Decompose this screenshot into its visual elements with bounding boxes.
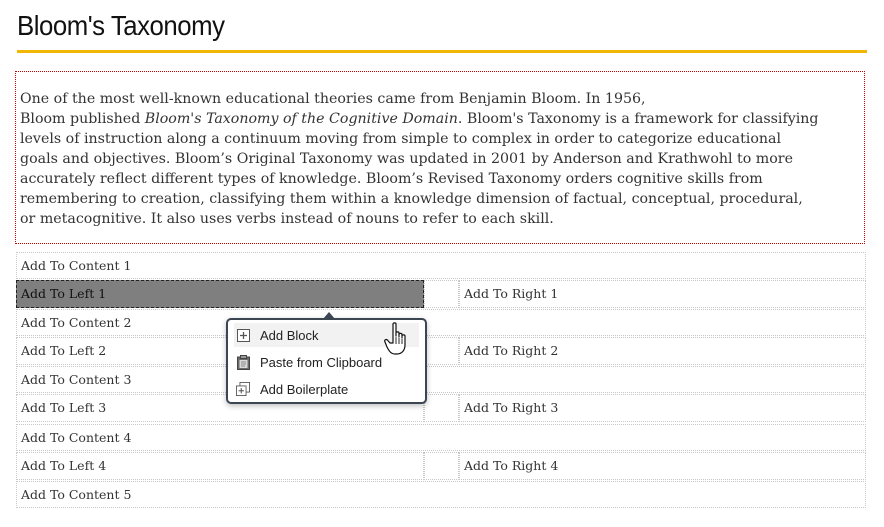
intro-line [20, 109, 860, 129]
menu-item-label: Paste from Clipboard [260, 354, 383, 370]
title-underline [17, 50, 867, 53]
menu-item-label: Add Block [260, 327, 319, 343]
intro-line: accurately reflect different types of knowledge. Bloom’s Revised Taxonomy orders cognitive skills from [20, 171, 763, 187]
intro-line: goals and objectives. Bloom’s Original Taxonomy was updated in 2001 by Anderson and Krathwohl to more [20, 151, 793, 167]
add-to-content-3[interactable]: Add To Content 3 [16, 366, 866, 393]
add-to-content-2[interactable]: Add To Content 2 [16, 309, 866, 336]
boilerplate-icon [236, 382, 250, 396]
column-gutter [424, 337, 459, 365]
add-to-left-1[interactable]: Add To Left 1 [16, 280, 424, 308]
add-to-left-2[interactable]: Add To Left 2 [16, 337, 424, 365]
page-title: Bloom's Taxonomy [17, 10, 225, 41]
intro-line: or metacognitive. It also uses verbs instead of nouns to refer to each skill. [20, 211, 554, 227]
book-title: Bloom's Taxonomy of the Cognitive Domain [144, 111, 458, 127]
intro-text: . Bloom's Taxonomy is a framework for classifying [457, 111, 819, 127]
add-to-right-4[interactable]: Add To Right 4 [459, 452, 866, 480]
add-to-content-5[interactable]: Add To Content 5 [16, 481, 866, 508]
add-to-right-3[interactable]: Add To Right 3 [459, 394, 866, 422]
add-to-left-3[interactable]: Add To Left 3 [16, 394, 424, 422]
column-gutter [424, 394, 459, 422]
intro-text-block[interactable] [15, 71, 865, 244]
add-to-content-1[interactable]: Add To Content 1 [16, 252, 866, 279]
intro-line: One of the most well-known educational theories came from Benjamin Bloom. In 1956, [20, 91, 646, 107]
intro-line: remembering to creation, classifying them within a knowledge dimension of factual, conceptual, procedural, [20, 191, 803, 207]
add-to-content-4[interactable]: Add To Content 4 [16, 424, 866, 451]
add-to-left-4[interactable]: Add To Left 4 [16, 452, 424, 480]
column-gutter [424, 280, 459, 308]
popup-arrow [323, 312, 335, 319]
intro-line: levels of instruction along a continuum moving from simple to complex in order to categorize educational [20, 131, 782, 147]
add-to-right-2[interactable]: Add To Right 2 [459, 337, 866, 365]
intro-text: Bloom published [20, 111, 145, 127]
plus-square-icon [236, 328, 250, 342]
add-boilerplate-menu-item[interactable] [234, 377, 419, 401]
menu-item-label: Add Boilerplate [260, 381, 349, 397]
intro-paragraph [20, 89, 860, 229]
clipboard-icon [236, 355, 250, 369]
add-to-right-1[interactable]: Add To Right 1 [459, 280, 866, 308]
hand-cursor-icon [384, 322, 410, 356]
column-gutter [424, 452, 459, 480]
